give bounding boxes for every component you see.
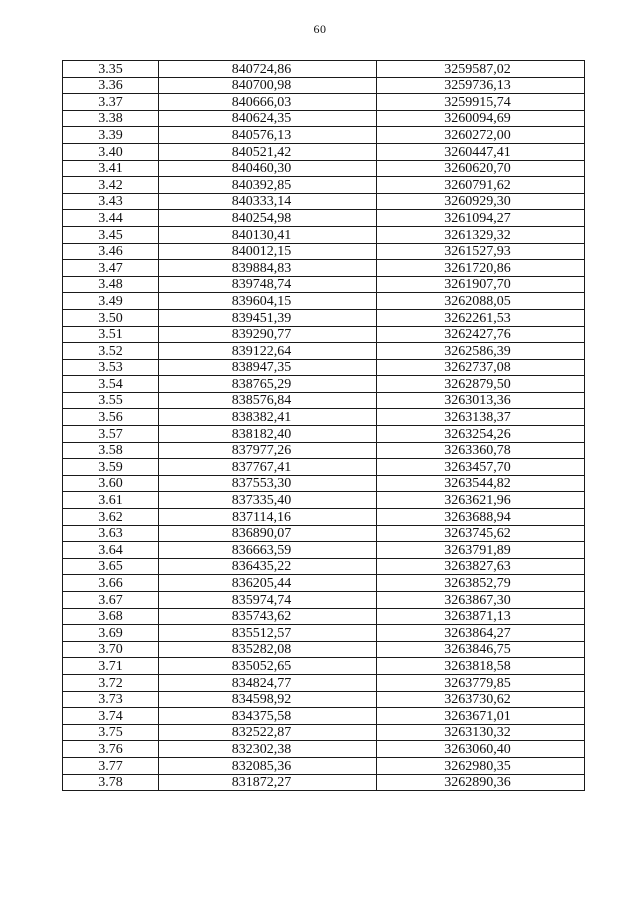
point-number-cell: 3.48 xyxy=(63,276,159,293)
point-number-cell: 3.71 xyxy=(63,658,159,675)
point-number-cell: 3.45 xyxy=(63,226,159,243)
y-coordinate-cell: 3263745,62 xyxy=(377,525,585,542)
x-coordinate-cell: 840724,86 xyxy=(159,61,377,78)
table-row xyxy=(63,741,585,758)
point-number-cell: 3.59 xyxy=(63,459,159,476)
y-coordinate-cell: 3263864,27 xyxy=(377,625,585,642)
point-number-cell: 3.56 xyxy=(63,409,159,426)
y-coordinate-cell: 3262737,08 xyxy=(377,359,585,376)
y-coordinate-cell: 3263791,89 xyxy=(377,542,585,559)
table-row xyxy=(63,475,585,492)
x-coordinate-cell: 839290,77 xyxy=(159,326,377,343)
point-number-cell: 3.63 xyxy=(63,525,159,542)
y-coordinate-cell: 3262427,76 xyxy=(377,326,585,343)
y-coordinate-cell: 3263544,82 xyxy=(377,475,585,492)
table-row xyxy=(63,177,585,194)
y-coordinate-cell: 3263457,70 xyxy=(377,459,585,476)
y-coordinate-cell: 3263818,58 xyxy=(377,658,585,675)
y-coordinate-cell: 3259736,13 xyxy=(377,77,585,94)
table-row xyxy=(63,658,585,675)
x-coordinate-cell: 836435,22 xyxy=(159,558,377,575)
table-row xyxy=(63,392,585,409)
point-number-cell: 3.40 xyxy=(63,143,159,160)
y-coordinate-cell: 3261720,86 xyxy=(377,260,585,277)
table-row xyxy=(63,143,585,160)
table-row xyxy=(63,193,585,210)
x-coordinate-cell: 832302,38 xyxy=(159,741,377,758)
x-coordinate-cell: 838576,84 xyxy=(159,392,377,409)
table-row xyxy=(63,309,585,326)
point-number-cell: 3.66 xyxy=(63,575,159,592)
table-row xyxy=(63,525,585,542)
y-coordinate-cell: 3263013,36 xyxy=(377,392,585,409)
y-coordinate-cell: 3263827,63 xyxy=(377,558,585,575)
x-coordinate-cell: 837114,16 xyxy=(159,509,377,526)
point-number-cell: 3.73 xyxy=(63,691,159,708)
point-number-cell: 3.44 xyxy=(63,210,159,227)
x-coordinate-cell: 840700,98 xyxy=(159,77,377,94)
point-number-cell: 3.72 xyxy=(63,674,159,691)
y-coordinate-cell: 3263621,96 xyxy=(377,492,585,509)
point-number-cell: 3.41 xyxy=(63,160,159,177)
x-coordinate-cell: 837553,30 xyxy=(159,475,377,492)
point-number-cell: 3.55 xyxy=(63,392,159,409)
x-coordinate-cell: 834598,92 xyxy=(159,691,377,708)
point-number-cell: 3.77 xyxy=(63,757,159,774)
y-coordinate-cell: 3263671,01 xyxy=(377,708,585,725)
point-number-cell: 3.78 xyxy=(63,774,159,791)
table-row xyxy=(63,326,585,343)
y-coordinate-cell: 3261527,93 xyxy=(377,243,585,260)
table-row xyxy=(63,426,585,443)
y-coordinate-cell: 3260791,62 xyxy=(377,177,585,194)
y-coordinate-cell: 3263867,30 xyxy=(377,592,585,609)
x-coordinate-cell: 834824,77 xyxy=(159,674,377,691)
x-coordinate-cell: 834375,58 xyxy=(159,708,377,725)
x-coordinate-cell: 840254,98 xyxy=(159,210,377,227)
y-coordinate-cell: 3262980,35 xyxy=(377,757,585,774)
point-number-cell: 3.50 xyxy=(63,309,159,326)
y-coordinate-cell: 3262088,05 xyxy=(377,293,585,310)
point-number-cell: 3.47 xyxy=(63,260,159,277)
point-number-cell: 3.38 xyxy=(63,110,159,127)
x-coordinate-cell: 839122,64 xyxy=(159,343,377,360)
y-coordinate-cell: 3263254,26 xyxy=(377,426,585,443)
x-coordinate-cell: 840012,15 xyxy=(159,243,377,260)
y-coordinate-cell: 3262879,50 xyxy=(377,376,585,393)
y-coordinate-cell: 3260272,00 xyxy=(377,127,585,144)
x-coordinate-cell: 840576,13 xyxy=(159,127,377,144)
x-coordinate-cell: 836890,07 xyxy=(159,525,377,542)
y-coordinate-cell: 3263060,40 xyxy=(377,741,585,758)
table-row xyxy=(63,509,585,526)
x-coordinate-cell: 836663,59 xyxy=(159,542,377,559)
x-coordinate-cell: 832085,36 xyxy=(159,757,377,774)
y-coordinate-cell: 3259915,74 xyxy=(377,94,585,111)
point-number-cell: 3.58 xyxy=(63,442,159,459)
x-coordinate-cell: 840392,85 xyxy=(159,177,377,194)
x-coordinate-cell: 835282,08 xyxy=(159,641,377,658)
table-row xyxy=(63,774,585,791)
coordinates-table xyxy=(62,60,585,791)
point-number-cell: 3.46 xyxy=(63,243,159,260)
point-number-cell: 3.35 xyxy=(63,61,159,78)
point-number-cell: 3.43 xyxy=(63,193,159,210)
table-row xyxy=(63,459,585,476)
table-row xyxy=(63,641,585,658)
x-coordinate-cell: 835743,62 xyxy=(159,608,377,625)
point-number-cell: 3.57 xyxy=(63,426,159,443)
y-coordinate-cell: 3259587,02 xyxy=(377,61,585,78)
x-coordinate-cell: 840521,42 xyxy=(159,143,377,160)
x-coordinate-cell: 839748,74 xyxy=(159,276,377,293)
y-coordinate-cell: 3262890,36 xyxy=(377,774,585,791)
y-coordinate-cell: 3262261,53 xyxy=(377,309,585,326)
x-coordinate-cell: 840333,14 xyxy=(159,193,377,210)
table-row xyxy=(63,558,585,575)
x-coordinate-cell: 835974,74 xyxy=(159,592,377,609)
table-row xyxy=(63,160,585,177)
x-coordinate-cell: 835512,57 xyxy=(159,625,377,642)
point-number-cell: 3.37 xyxy=(63,94,159,111)
x-coordinate-cell: 840666,03 xyxy=(159,94,377,111)
table-row xyxy=(63,724,585,741)
x-coordinate-cell: 835052,65 xyxy=(159,658,377,675)
x-coordinate-cell: 838382,41 xyxy=(159,409,377,426)
point-number-cell: 3.68 xyxy=(63,608,159,625)
table-row xyxy=(63,226,585,243)
x-coordinate-cell: 838182,40 xyxy=(159,426,377,443)
table-row xyxy=(63,61,585,78)
table-row xyxy=(63,94,585,111)
table-row xyxy=(63,442,585,459)
table-row xyxy=(63,409,585,426)
x-coordinate-cell: 837767,41 xyxy=(159,459,377,476)
y-coordinate-cell: 3263852,79 xyxy=(377,575,585,592)
table-row xyxy=(63,542,585,559)
table-row xyxy=(63,110,585,127)
point-number-cell: 3.39 xyxy=(63,127,159,144)
table-row xyxy=(63,293,585,310)
point-number-cell: 3.76 xyxy=(63,741,159,758)
point-number-cell: 3.42 xyxy=(63,177,159,194)
x-coordinate-cell: 839884,83 xyxy=(159,260,377,277)
point-number-cell: 3.52 xyxy=(63,343,159,360)
y-coordinate-cell: 3263730,62 xyxy=(377,691,585,708)
point-number-cell: 3.64 xyxy=(63,542,159,559)
y-coordinate-cell: 3261907,70 xyxy=(377,276,585,293)
y-coordinate-cell: 3263138,37 xyxy=(377,409,585,426)
y-coordinate-cell: 3260094,69 xyxy=(377,110,585,127)
table-row xyxy=(63,376,585,393)
point-number-cell: 3.65 xyxy=(63,558,159,575)
x-coordinate-cell: 840624,35 xyxy=(159,110,377,127)
y-coordinate-cell: 3263360,78 xyxy=(377,442,585,459)
table-row xyxy=(63,492,585,509)
point-number-cell: 3.60 xyxy=(63,475,159,492)
x-coordinate-cell: 837335,40 xyxy=(159,492,377,509)
table-row xyxy=(63,608,585,625)
x-coordinate-cell: 838765,29 xyxy=(159,376,377,393)
table-row xyxy=(63,210,585,227)
point-number-cell: 3.75 xyxy=(63,724,159,741)
y-coordinate-cell: 3263871,13 xyxy=(377,608,585,625)
coordinates-table-body xyxy=(63,61,585,791)
page-number: 60 xyxy=(313,22,327,36)
x-coordinate-cell: 840460,30 xyxy=(159,160,377,177)
point-number-cell: 3.67 xyxy=(63,592,159,609)
x-coordinate-cell: 831872,27 xyxy=(159,774,377,791)
table-row xyxy=(63,276,585,293)
table-row xyxy=(63,243,585,260)
point-number-cell: 3.53 xyxy=(63,359,159,376)
table-row xyxy=(63,77,585,94)
y-coordinate-cell: 3260447,41 xyxy=(377,143,585,160)
table-row xyxy=(63,708,585,725)
x-coordinate-cell: 837977,26 xyxy=(159,442,377,459)
point-number-cell: 3.61 xyxy=(63,492,159,509)
table-row xyxy=(63,757,585,774)
table-row xyxy=(63,127,585,144)
point-number-cell: 3.54 xyxy=(63,376,159,393)
table-row xyxy=(63,674,585,691)
point-number-cell: 3.70 xyxy=(63,641,159,658)
y-coordinate-cell: 3260929,30 xyxy=(377,193,585,210)
point-number-cell: 3.36 xyxy=(63,77,159,94)
point-number-cell: 3.69 xyxy=(63,625,159,642)
table-row xyxy=(63,260,585,277)
table-row xyxy=(63,359,585,376)
table-row xyxy=(63,691,585,708)
table-row xyxy=(63,592,585,609)
y-coordinate-cell: 3261094,27 xyxy=(377,210,585,227)
x-coordinate-cell: 832522,87 xyxy=(159,724,377,741)
y-coordinate-cell: 3263779,85 xyxy=(377,674,585,691)
x-coordinate-cell: 836205,44 xyxy=(159,575,377,592)
table-row xyxy=(63,625,585,642)
y-coordinate-cell: 3261329,32 xyxy=(377,226,585,243)
y-coordinate-cell: 3263688,94 xyxy=(377,509,585,526)
y-coordinate-cell: 3260620,70 xyxy=(377,160,585,177)
point-number-cell: 3.49 xyxy=(63,293,159,310)
y-coordinate-cell: 3263846,75 xyxy=(377,641,585,658)
x-coordinate-cell: 840130,41 xyxy=(159,226,377,243)
x-coordinate-cell: 838947,35 xyxy=(159,359,377,376)
y-coordinate-cell: 3262586,39 xyxy=(377,343,585,360)
table-row xyxy=(63,575,585,592)
x-coordinate-cell: 839604,15 xyxy=(159,293,377,310)
point-number-cell: 3.74 xyxy=(63,708,159,725)
point-number-cell: 3.62 xyxy=(63,509,159,526)
table-row xyxy=(63,343,585,360)
y-coordinate-cell: 3263130,32 xyxy=(377,724,585,741)
x-coordinate-cell: 839451,39 xyxy=(159,309,377,326)
point-number-cell: 3.51 xyxy=(63,326,159,343)
